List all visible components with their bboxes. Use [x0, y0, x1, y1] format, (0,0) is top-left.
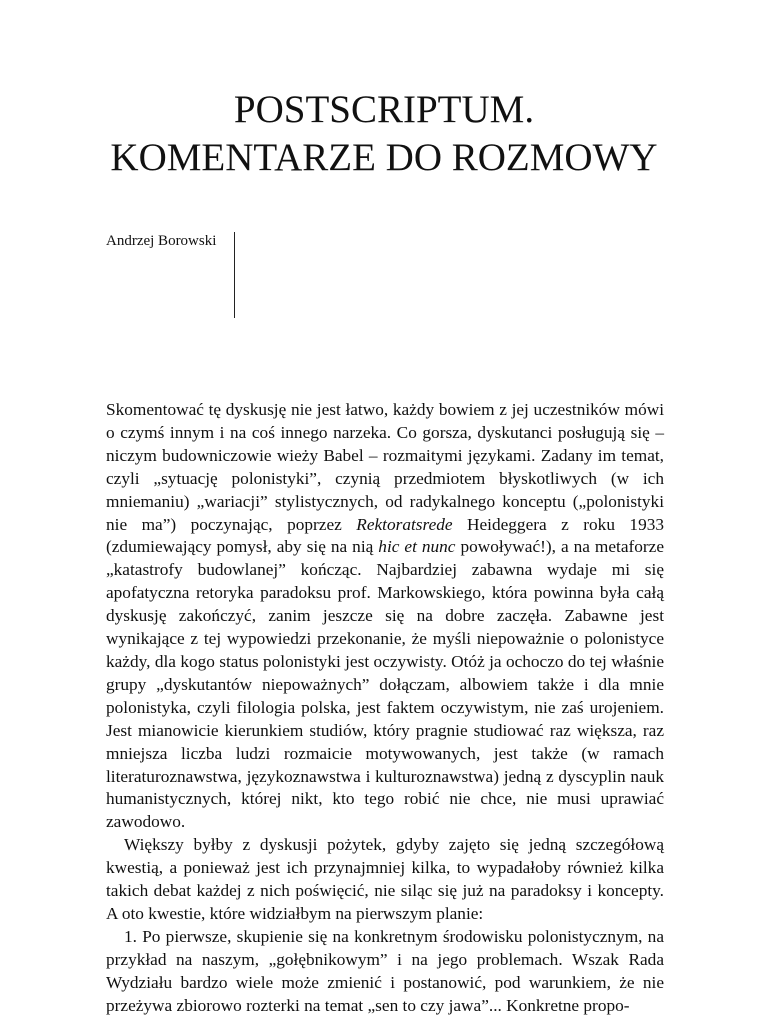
paragraph-1-part-c: powoływać!), a na metaforze „katastrofy budowlanej” kończąc. Najbardziej zabawna wydaje mi się apofatyczna retoryka paradoksu prof. Markowskiego, która powinna była całą dyskusję zakończyć, zanim jeszcze się na dobre zaczęła. Zabawne jest wynikające z tej wypowiedzi przekonanie, że myśli niepoważnie o polonistyce każdy, dla kogo status polonistyki jest oczywisty. Otóż ja ochoczo do tej właśnie grupy „dyskutantów niepoważnych” dołączam, albowiem także i dla mnie polonistyka, czyli filologia polska, jest faktem oczywistym, nie zaś urojeniem. Jest mianowicie kierunkiem studiów, który pragnie studiować raz większa, raz mniejsza liczba ludzi rozmaicie motywowanych, jest także (w ramach literaturoznawstwa, językoznawstwa i kulturoznawstwa) jedną z dyscyplin nauk humanistycznych, której nikt, kto tego robić nie chce, nie musi uprawiać zawodowo. [106, 537, 664, 832]
paragraph-1-part-a: Skomentować tę dyskusję nie jest łatwo, każdy bowiem z jej uczestników mówi o czymś innym i na coś innego narzeka. Co gorsza, dyskutanci posługują się – niczym budowniczowie wieży Babel – rozmaitymi językami. Zadany im temat, czyli „sytuację polonistyki”, czynią przedmiotem błyskotliwych (w ich mniemaniu) „wariacji” stylistycznych, od radykalnego konceptu („polonistyki nie ma”) poczynając, poprzez [106, 400, 664, 534]
article-title-line-2: KOMENTARZE DO ROZMOWY [110, 136, 658, 179]
paragraph-1-part-b: Heideggera z roku 1933 (zdumiewający pomysł, aby się na nią [106, 514, 664, 557]
paragraph-1 [106, 399, 664, 834]
paragraph-1-italic-hic-et-nunc: hic et nunc [378, 537, 456, 557]
paragraph-3: 1. Po pierwsze, skupienie się na konkretnym środowisku polonistycznym, na przykład na naszym, „gołębnikowym” i na jego problemach. Wszak Rada Wydziału bardzo wiele może zmienić i postanowić, pod warunkiem, że nie przeżywa zbiorowo rozterki na temat „sen to czy jawa”... Konkretne propo- [106, 926, 664, 1015]
article-title-line-1: POSTSCRIPTUM. [233, 88, 535, 131]
article-title [0, 86, 768, 182]
paragraph-2: Większy byłby z dyskusji pożytek, gdyby zajęto się jedną szczegółową kwestią, a ponieważ jest ich przynajmniej kilka, to wypadałoby również kilka takich debat każdej z nich poświęcić, nie siląc się już na paradoksy i koncepty. A oto kwestie, które widziałbym na pierwszym planie: [106, 835, 664, 923]
author-divider-rule [234, 232, 235, 318]
article-body [106, 399, 664, 1017]
author-name: Andrzej Borowski [106, 233, 217, 249]
paragraph-1-italic-rektoratsrede: Rektoratsrede [356, 514, 453, 534]
